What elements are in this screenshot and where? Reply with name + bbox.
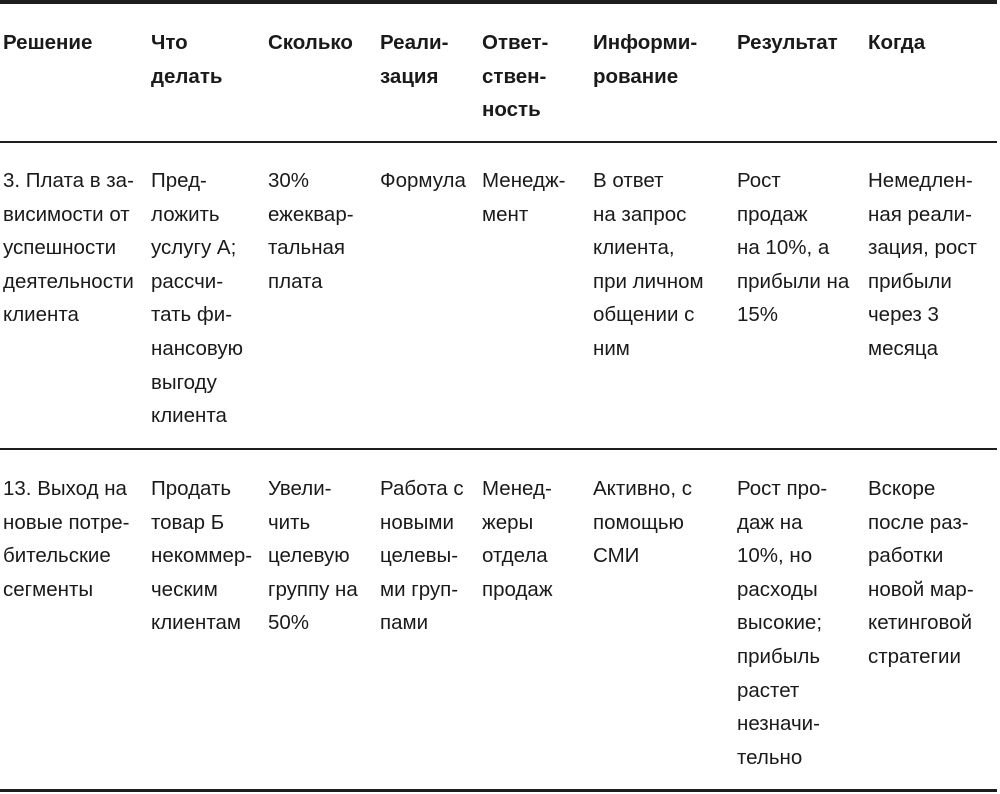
table-cell-decision: 3. Плата в за- висимости от успешности деятельности клиента — [3, 169, 134, 327]
table-divider — [0, 448, 997, 450]
table-top-rule — [0, 0, 997, 4]
table-cell-when: Вскоре после раз- работки новой мар- кетинговой стратегии — [868, 477, 974, 668]
table-cell-what-to-do: Продать товар Б некоммер- ческим клиентам — [151, 477, 253, 635]
table-cell-when: Немедлен- ная реали- зация, рост прибыли через 3 месяца — [868, 169, 977, 360]
table-cell-informing: В ответ на запрос клиента, при личном общении с ним — [593, 169, 704, 360]
table-cell-result: Рост про- даж на 10%, но расходы высокие; прибыль растет незначи- тельно — [737, 477, 828, 769]
header-what-to-do: Что делать — [151, 31, 223, 88]
header-implementation: Реали- зация — [380, 31, 449, 88]
table-bottom-rule — [0, 789, 997, 792]
header-when: Когда — [868, 31, 926, 54]
header-how-much: Сколько — [268, 31, 353, 54]
table-cell-result: Рост продаж на 10%, а прибыли на 15% — [737, 169, 850, 327]
table-cell-implementation: Работа с новыми целевы- ми груп- пами — [380, 477, 464, 635]
table-cell-what-to-do: Пред- ложить услугу А; рассчи- тать фи- нансовую выгоду клиента — [151, 169, 243, 428]
table-cell-responsibility: Менедж- мент — [482, 169, 566, 226]
header-result: Результат — [737, 31, 838, 54]
header-responsibility: Ответ- ствен- ность — [482, 31, 549, 122]
table-cell-how-much: Увели- чить целевую группу на 50% — [268, 477, 358, 635]
header-decision: Решение — [3, 31, 93, 54]
table-cell-how-much: 30% ежеквар- тальная плата — [268, 169, 354, 293]
table-cell-responsibility: Менед- жеры отдела продаж — [482, 477, 553, 601]
header-informing: Информи- рование — [593, 31, 698, 88]
table-divider — [0, 141, 997, 143]
table-cell-decision: 13. Выход на новые потре- бительские сегменты — [3, 477, 130, 601]
table-cell-informing: Активно, с помощью СМИ — [593, 477, 692, 568]
table-cell-implementation: Формула — [380, 169, 466, 192]
